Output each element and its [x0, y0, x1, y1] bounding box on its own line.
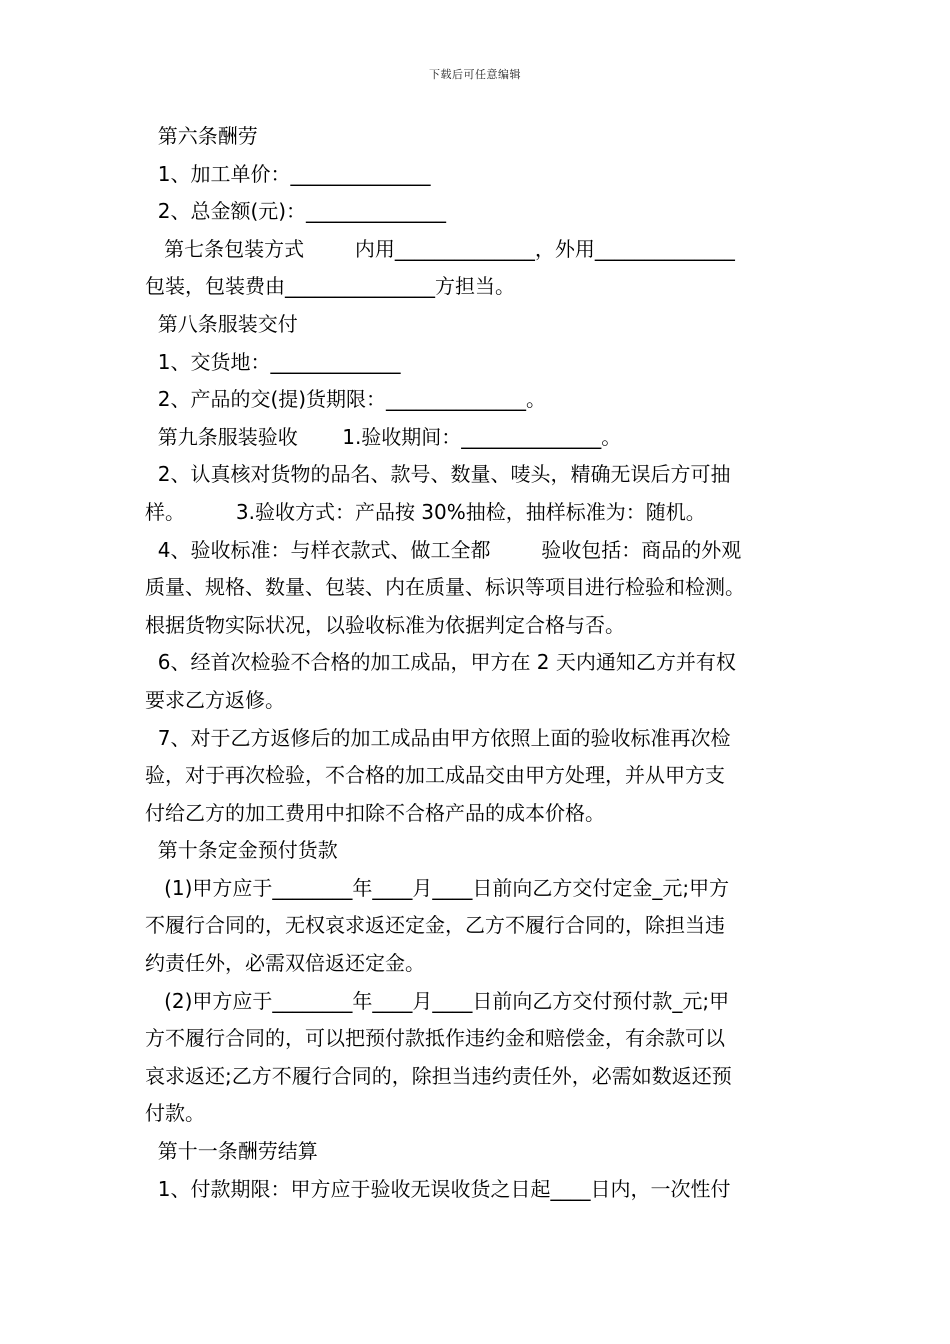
text-line: 质量、规格、数量、包装、内在质量、标识等项目进行检验和检测。 — [145, 575, 745, 600]
text-line: 哀求返还;乙方不履行合同的，除担当违约责任外，必需如数返还预 — [145, 1063, 732, 1088]
text-line: 要求乙方返修。 — [145, 687, 285, 712]
text-line: 方不履行合同的，可以把预付款抵作违约金和赔偿金，有余款可以 — [145, 1026, 725, 1051]
text-line: 包装，包装费由_______________方担当。 — [145, 274, 515, 299]
text-line: 7、对于乙方返修后的加工成品由甲方依照上面的验收标准再次检 — [145, 725, 731, 750]
text-line: (1)甲方应于________年____月____日前向乙方交付定金_元;甲方 — [145, 875, 730, 900]
text-line: 1、交货地：_____________ — [145, 349, 401, 374]
text-line: 付给乙方的加工费用中扣除不合格产品的成本价格。 — [145, 800, 605, 825]
page-header: 下载后可任意编辑 — [429, 68, 521, 81]
text-line: 根据货物实际状况，以验收标准为依据判定合格与否。 — [145, 612, 625, 637]
text-line: 6、经首次检验不合格的加工成品，甲方在 2 天内通知乙方并有权 — [145, 650, 736, 675]
text-line: 样。 3.验收方式：产品按 30%抽检，抽样标准为：随机。 — [145, 499, 706, 524]
text-line: 付款。 — [145, 1101, 205, 1126]
text-line: 验，对于再次检验，不合格的加工成品交由甲方处理，并从甲方支 — [145, 763, 725, 788]
text-line: 第十条定金预付货款 — [145, 838, 338, 863]
text-line: 不履行合同的，无权哀求返还定金，乙方不履行合同的，除担当违 — [145, 913, 725, 938]
text-line: 第七条包装方式 内用______________，外用______________ — [145, 236, 735, 261]
text-line: 第八条服装交付 — [145, 311, 298, 336]
text-line: 约责任外，必需双倍返还定金。 — [145, 951, 425, 976]
text-line: 第九条服装验收 1.验收期间：______________。 — [145, 424, 622, 449]
text-line: 2、认真核对货物的品名、款号、数量、唛头，精确无误后方可抽 — [145, 462, 731, 487]
contract-body — [145, 118, 825, 1208]
text-line: 1、付款期限：甲方应于验收无误收货之日起____日内，一次性付 — [145, 1176, 731, 1201]
text-line: 2、产品的交(提)货期限：______________。 — [145, 387, 547, 412]
text-line: (2)甲方应于________年____月____日前向乙方交付预付款_元;甲 — [145, 988, 730, 1013]
text-line: 第六条酬劳 — [145, 124, 258, 148]
text-line: 1、加工单价：______________ — [145, 161, 431, 186]
text-line: 2、总金额(元)：______________ — [145, 199, 447, 224]
text-line: 第十一条酬劳结算 — [145, 1139, 318, 1164]
text-line: 4、验收标准：与样衣款式、做工全都 验收包括：商品的外观 — [145, 537, 742, 562]
